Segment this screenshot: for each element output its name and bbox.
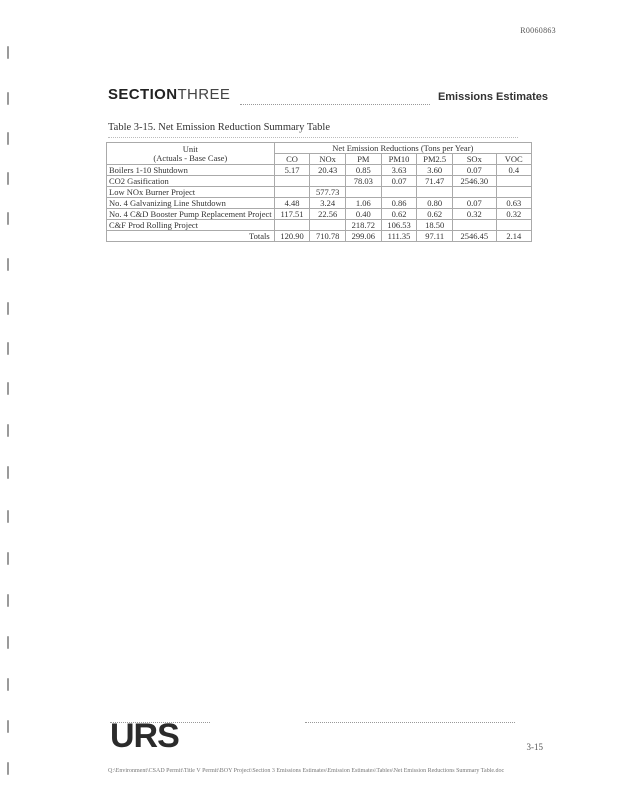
binder-punch-mark: [7, 424, 9, 437]
table-cell: [417, 187, 453, 198]
binder-punch-mark: [7, 510, 9, 523]
urs-logo: URS: [110, 717, 179, 755]
binder-punch-mark: [7, 92, 9, 105]
table-cell: 577.73: [310, 187, 346, 198]
table-cell: 218.72: [346, 220, 382, 231]
table-cell: 0.32: [453, 209, 497, 220]
total-cell: 97.11: [417, 231, 453, 242]
table-cell: [453, 220, 497, 231]
row-facility-name: Boilers 1-10 Shutdown: [107, 165, 275, 176]
table-cell: 106.53: [381, 220, 417, 231]
section-heading-thin: THREE: [177, 86, 231, 103]
total-cell: 111.35: [381, 231, 417, 242]
table-cell: 3.24: [310, 198, 346, 209]
table-cell: 78.03: [346, 176, 382, 187]
column-header: PM10: [381, 154, 417, 165]
footer-file-path: Q:\Environment\CSAD Permit\Title V Permit\BOY Project\Section 3 Emissions Estimates\Emission Estimates\Tables\Net Emission Reductions Summary Table.doc: [108, 768, 505, 774]
binder-punch-mark: [7, 382, 9, 395]
column-header: VOC: [496, 154, 531, 165]
binder-punch-mark: [7, 678, 9, 691]
table-cell: [453, 187, 497, 198]
table-cell: 18.50: [417, 220, 453, 231]
table-cell: [274, 187, 310, 198]
row-facility-name: Low NOx Burner Project: [107, 187, 275, 198]
table-row: [107, 176, 532, 187]
table-row: [107, 209, 532, 220]
table-caption: Table 3-15. Net Emission Reduction Summary Table: [108, 122, 331, 133]
document-id: R0060863: [520, 26, 556, 35]
section-heading-bold: SECTION: [108, 86, 178, 103]
binder-punch-mark: [7, 720, 9, 733]
table-cell: 0.07: [381, 176, 417, 187]
table-cell: 0.80: [417, 198, 453, 209]
binder-punch-mark: [7, 212, 9, 225]
column-header: NOx: [310, 154, 346, 165]
row-facility-name: No. 4 Galvanizing Line Shutdown: [107, 198, 275, 209]
table-cell: 0.07: [453, 165, 497, 176]
table-cell: 1.06: [346, 198, 382, 209]
table-cell: 0.32: [496, 209, 531, 220]
table-cell: [496, 187, 531, 198]
table-cell: 71.47: [417, 176, 453, 187]
column-header: SOx: [453, 154, 497, 165]
table-cell: [496, 220, 531, 231]
column-header: PM: [346, 154, 382, 165]
table-cell: [346, 187, 382, 198]
table-cell: [310, 176, 346, 187]
table-cell: 117.51: [274, 209, 310, 220]
binder-punch-mark: [7, 762, 9, 775]
row-facility-name: CO2 Gasification: [107, 176, 275, 187]
binder-punch-mark: [7, 466, 9, 479]
binder-punch-mark: [7, 46, 9, 59]
total-cell: 2546.45: [453, 231, 497, 242]
column-header: CO: [274, 154, 310, 165]
section-subject: Emissions Estimates: [437, 91, 548, 103]
binder-punch-mark: [7, 636, 9, 649]
table-row: [107, 165, 532, 176]
table-cell: 0.62: [417, 209, 453, 220]
facility-header-line1: Unit: [182, 143, 198, 154]
row-facility-name: No. 4 C&D Booster Pump Replacement Project: [107, 209, 275, 220]
row-facility-name: C&F Prod Rolling Project: [107, 220, 275, 231]
total-cell: 120.90: [274, 231, 310, 242]
caption-divider: [108, 137, 518, 138]
table-cell: [310, 220, 346, 231]
table-cell: 0.85: [346, 165, 382, 176]
binder-punch-mark: [7, 132, 9, 145]
table-row: [107, 187, 532, 198]
facility-header-line2: (Actuals - Base Case): [153, 152, 228, 163]
table-row: [107, 220, 532, 231]
binder-punch-mark: [7, 342, 9, 355]
binder-punch-mark: [7, 258, 9, 271]
table-body: [107, 165, 532, 231]
group-header: Net Emission Reductions (Tons per Year): [274, 143, 531, 154]
facility-header: [107, 143, 275, 165]
table-cell: [274, 220, 310, 231]
emission-summary-table: [106, 142, 532, 242]
table-cell: 0.4: [496, 165, 531, 176]
binder-punch-mark: [7, 552, 9, 565]
table-cell: [381, 187, 417, 198]
table-cell: 0.40: [346, 209, 382, 220]
column-header: PM2.5: [417, 154, 453, 165]
total-cell: 299.06: [346, 231, 382, 242]
binder-punch-mark: [7, 172, 9, 185]
table-cell: 5.17: [274, 165, 310, 176]
table-cell: 3.60: [417, 165, 453, 176]
totals-row: [107, 231, 532, 242]
total-cell: 2.14: [496, 231, 531, 242]
section-divider: [240, 104, 430, 105]
table-cell: 3.63: [381, 165, 417, 176]
table-cell: 0.86: [381, 198, 417, 209]
table-cell: 0.07: [453, 198, 497, 209]
table-row: [107, 198, 532, 209]
table-cell: 2546.30: [453, 176, 497, 187]
table-cell: 20.43: [310, 165, 346, 176]
page-number: 3-15: [526, 742, 543, 752]
table-cell: 22.56: [310, 209, 346, 220]
table-cell: 0.62: [381, 209, 417, 220]
footer-divider: [305, 722, 515, 723]
table-cell: [274, 176, 310, 187]
table-cell: 0.63: [496, 198, 531, 209]
section-heading: [108, 86, 230, 103]
binder-punch-mark: [7, 594, 9, 607]
table-cell: [496, 176, 531, 187]
totals-label: Totals: [107, 231, 275, 242]
binder-punch-mark: [7, 302, 9, 315]
table-cell: 4.48: [274, 198, 310, 209]
total-cell: 710.78: [310, 231, 346, 242]
